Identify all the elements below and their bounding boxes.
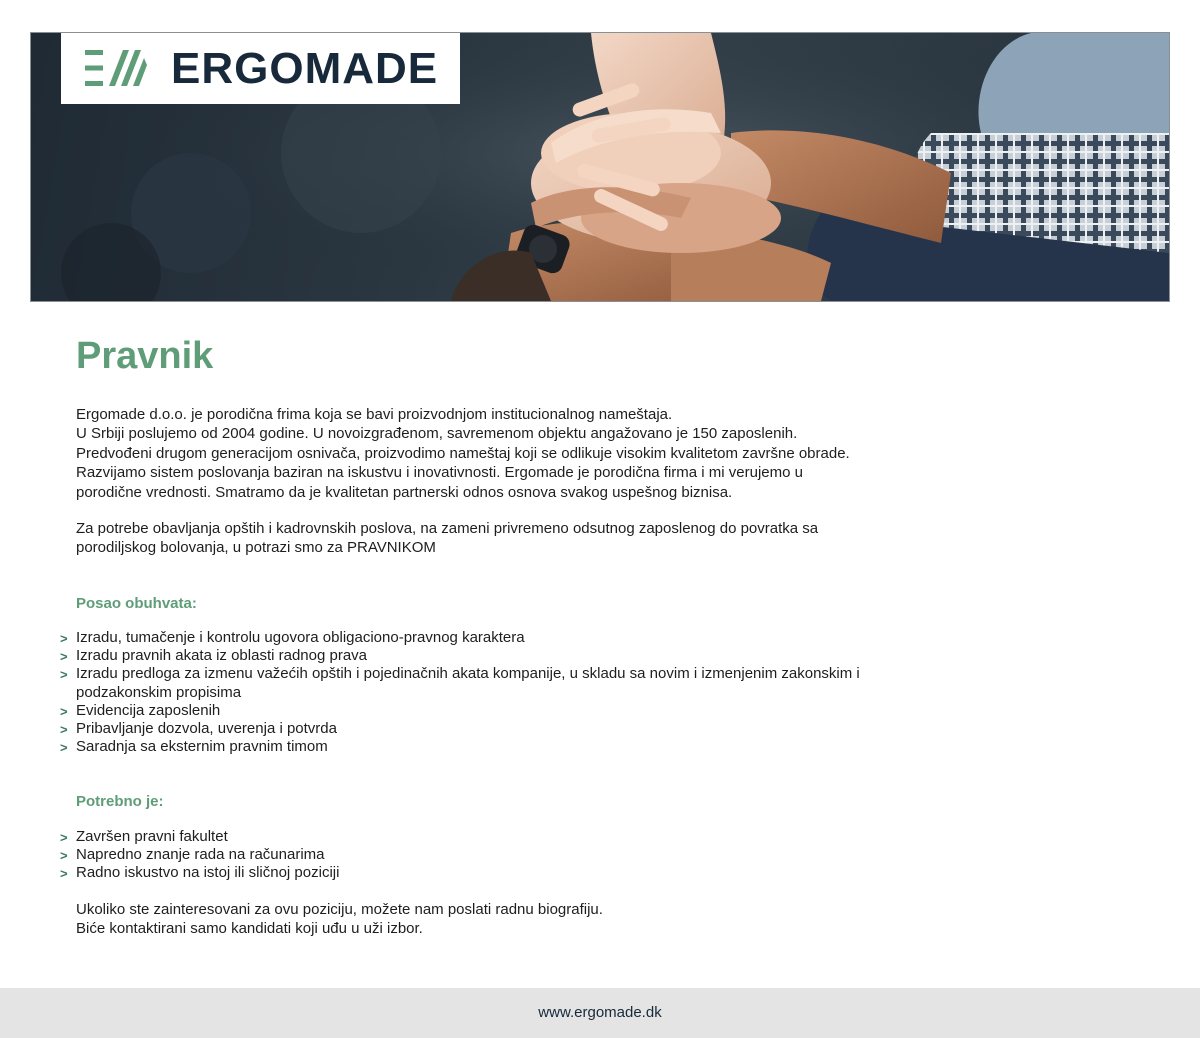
- list-item: [60, 738, 940, 756]
- closing-line: Ukoliko ste zainteresovani za ovu poziciju, možete nam poslati radnu biografiju.: [76, 901, 603, 918]
- chevron-right-icon: >: [60, 703, 68, 719]
- intro-line: Razvijamo sistem poslovanja baziran na iskustvu i inovativnosti. Ergomade je porodična firma i mi verujemo u: [76, 464, 803, 482]
- closing-line: Biće kontaktirani samo kandidati koji uđu u uži izbor.: [76, 920, 423, 938]
- list-item: [60, 629, 940, 647]
- requirements-list: [60, 828, 940, 883]
- chevron-right-icon: >: [60, 848, 68, 864]
- chevron-right-icon: >: [60, 649, 68, 665]
- list-item: [60, 864, 940, 882]
- brand-name: ERGOMADE: [171, 44, 439, 93]
- ergomade-logo-mark: [85, 50, 147, 86]
- duty-text: Izradu predloga za izmenu važećih opštih i pojedinačnih akata kompanije, u skladu sa novim i izmenjenim zakonskim i podzakonskim propisima: [76, 665, 860, 701]
- chevron-right-icon: >: [60, 631, 68, 646]
- chevron-right-icon: >: [60, 830, 68, 845]
- intro-line: porodične vrednosti. Smatramo da je kvalitetan partnerski odnos osnova svakog uspešnog biznisa.: [76, 483, 733, 501]
- requirement-text: Završen pravni fakultet: [76, 828, 228, 845]
- list-item: [60, 828, 940, 846]
- header-banner: [30, 32, 1170, 302]
- website-link[interactable]: www.ergomade.dk: [538, 1004, 662, 1021]
- duty-text: Pribavljanje dozvola, uverenja i potvrda: [76, 720, 337, 738]
- list-item: [60, 720, 940, 738]
- position-description: [76, 519, 818, 558]
- list-item: [60, 647, 940, 665]
- requirement-text: Radno iskustvo na istoj ili sličnoj poziciji: [76, 864, 340, 882]
- chevron-right-icon: >: [60, 722, 68, 738]
- list-item: [60, 665, 940, 701]
- position-line: Za potrebe obavljanja opštih i kadrovnskih poslova, na zameni privremeno odsutnog zaposlenog do povratka sa: [76, 520, 819, 537]
- chevron-right-icon: >: [60, 740, 68, 756]
- duties-heading: Posao obuhvata:: [76, 595, 197, 612]
- intro-line: Predvođeni drugom generacijom osnivača, proizvodimo nameštaj koji se odlikuje visokim kvalitetom završne obrade.: [76, 444, 850, 462]
- logo-box[interactable]: [61, 33, 460, 104]
- requirement-text: Napredno znanje rada na računarima: [76, 846, 325, 864]
- duty-text: Izradu pravnih akata iz oblasti radnog prava: [76, 647, 368, 665]
- intro-line: Ergomade d.o.o. je porodična frima koja se bavi proizvodnjom institucionalnog nameštaja.: [76, 406, 673, 423]
- chevron-right-icon: >: [60, 866, 68, 882]
- duty-text: Evidencija zaposlenih: [76, 701, 221, 719]
- closing-note: [76, 900, 603, 939]
- intro-line: U Srbiji poslujemo od 2004 godine. U novoizgrađenom, savremenom objektu angažovano je 150 zaposlenih.: [76, 425, 798, 443]
- job-title: Pravnik: [76, 335, 214, 377]
- position-line: porodiljskog bolovanja, u potrazi smo za PRAVNIKOM: [76, 539, 436, 557]
- duty-text: Izradu, tumačenje i kontrolu ugovora obligaciono-pravnog karaktera: [76, 629, 525, 646]
- list-item: [60, 702, 940, 720]
- duty-text: Saradnja sa eksternim pravnim timom: [76, 738, 328, 756]
- chevron-right-icon: >: [60, 667, 68, 683]
- list-item: [60, 846, 940, 864]
- footer: [0, 988, 1200, 1038]
- requirements-heading: Potrebno je:: [76, 793, 164, 810]
- duties-list: [60, 629, 940, 756]
- company-intro: [76, 405, 850, 502]
